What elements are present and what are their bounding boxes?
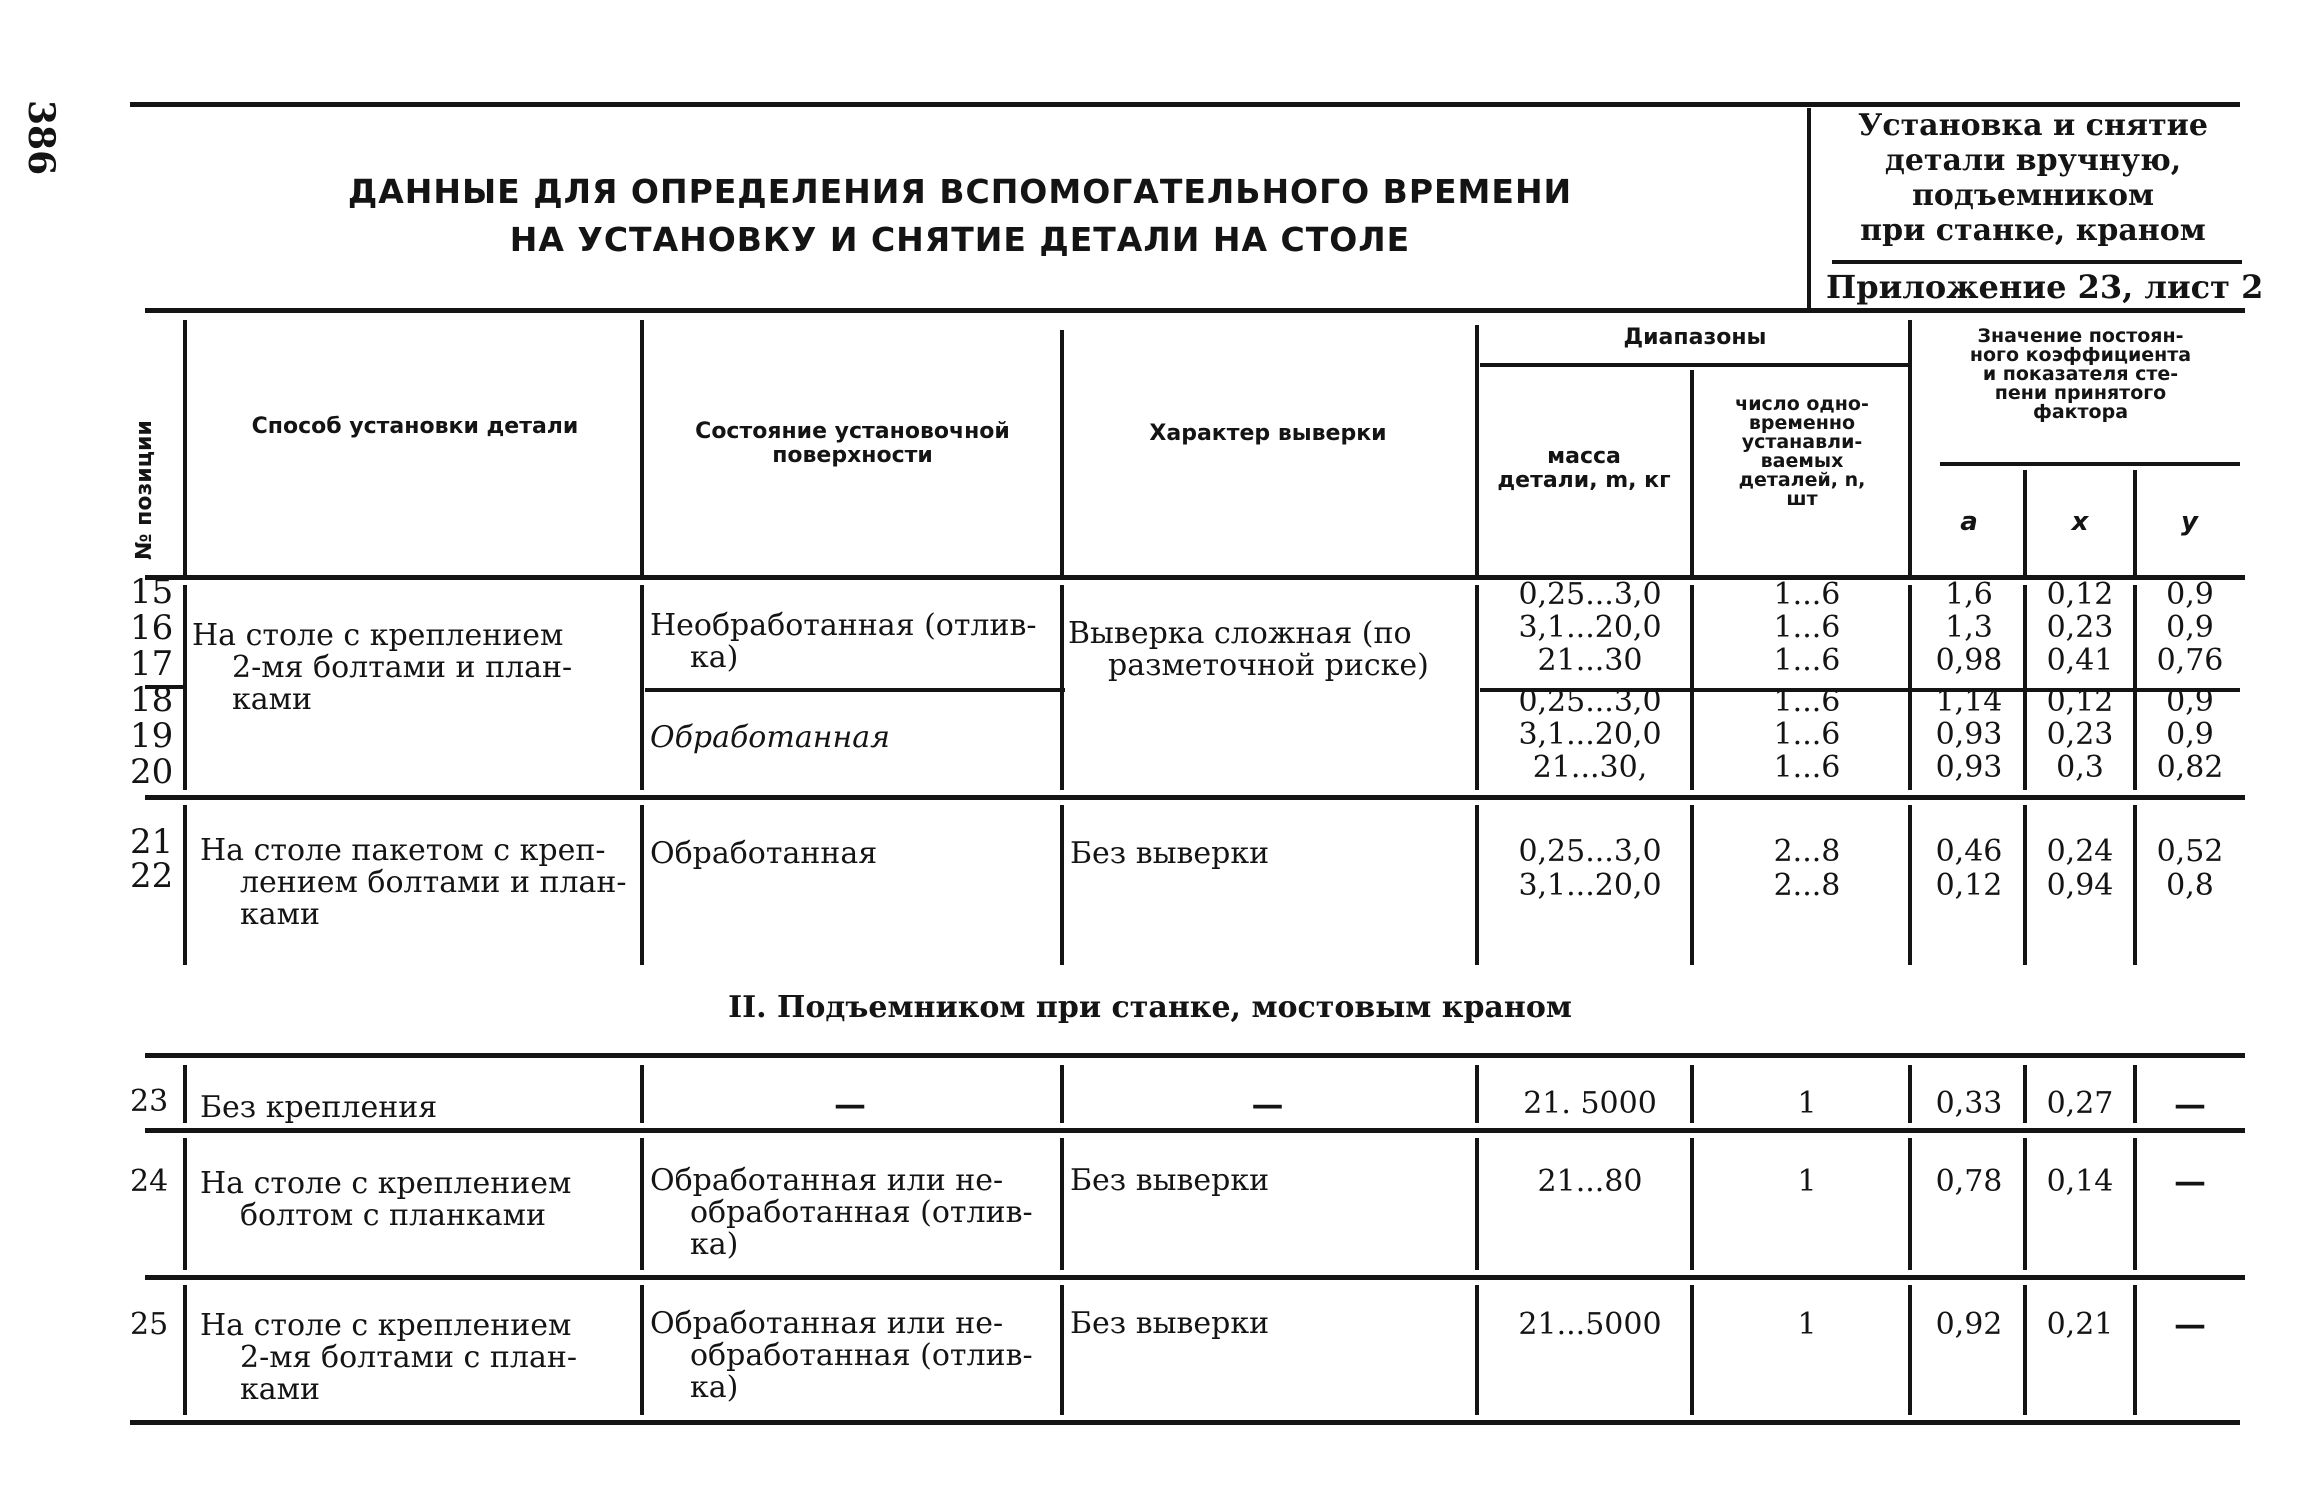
- row24-a: 0,78: [1935, 1164, 2003, 1199]
- header-count-line2: временно: [1748, 412, 1856, 434]
- side-line4: при станке, краном: [1860, 213, 2206, 248]
- block1-method-line2: 2-мя болтами и план-: [232, 650, 573, 685]
- b1-x-5: 0,3: [2056, 750, 2104, 785]
- b1-y-1: 0,9: [2166, 610, 2214, 645]
- b1-a-0: 1,6: [1945, 577, 1993, 612]
- block1-surface-a: [650, 610, 1060, 674]
- vrule-r24-pos: [183, 1138, 187, 1270]
- b1-y-0: 0,9: [2166, 577, 2214, 612]
- row25-method-line2: 2-мя болтами с план-: [240, 1340, 577, 1375]
- vrule-pos: [183, 320, 187, 575]
- header-coef: [1918, 327, 2243, 422]
- b1-count-3: 1...6: [1773, 684, 1841, 719]
- block2-a: [1918, 835, 2020, 903]
- row24-method: [200, 1168, 571, 1232]
- table-top-rule: [145, 308, 2245, 313]
- b2-x-1: 0,94: [2046, 868, 2114, 903]
- vrule-b1-x: [2133, 585, 2137, 790]
- vrule-b1-mass: [1690, 585, 1694, 790]
- header-count-line1: число одно-: [1735, 393, 1869, 415]
- header-position: № позиции: [132, 420, 157, 560]
- b2-a-1: 0,12: [1935, 868, 2003, 903]
- row24-alignment: Без выверки: [1070, 1163, 1270, 1198]
- block1-a: [1918, 578, 2020, 784]
- block2-method-line2: лением болтами и план-: [240, 865, 627, 900]
- header-count-line3: устанавли-: [1741, 431, 1863, 453]
- b2-y-0: 0,52: [2156, 834, 2224, 869]
- vrule-r23-pos: [183, 1065, 187, 1123]
- b1-x-1: 0,23: [2046, 610, 2114, 645]
- vrule-r23-x: [2133, 1065, 2137, 1123]
- header-x: x: [2071, 507, 2089, 537]
- header-count-line4: ваемых: [1760, 450, 1844, 472]
- vrule-b2-alignment: [1475, 805, 1479, 965]
- vrule-alignment: [1475, 325, 1479, 575]
- row23-count: 1: [1797, 1086, 1817, 1121]
- section2-top-rule: [145, 1053, 2245, 1058]
- b1-x-2: 0,41: [2046, 643, 2114, 678]
- vrule-r24-surface: [1060, 1138, 1064, 1270]
- vrule-count: [1908, 320, 1912, 575]
- pos-16: 16: [130, 608, 174, 648]
- row23-pos: 23: [130, 1084, 169, 1119]
- block1-alignment-line1: Выверка сложная (по: [1068, 616, 1412, 651]
- vrule-r23-mass: [1690, 1065, 1694, 1123]
- b1-count-1: 1...6: [1773, 610, 1841, 645]
- row25-surface: [650, 1308, 1033, 1404]
- b1-count-4: 1...6: [1773, 717, 1841, 752]
- vrule-b2-mass: [1690, 805, 1694, 965]
- row25-count: 1: [1797, 1307, 1817, 1342]
- side-line3: подъемником: [1911, 178, 2155, 213]
- header-count-line6: шт: [1786, 488, 1818, 510]
- block1-bottom-rule: [145, 795, 2245, 800]
- block1-method-line3: ками: [232, 682, 312, 717]
- vrule-b2-pos: [183, 805, 187, 965]
- page-number: 386: [20, 100, 62, 176]
- vrule-r23-a: [2023, 1065, 2027, 1123]
- side-box-rule: [1832, 260, 2242, 264]
- top-rule: [130, 102, 2240, 107]
- b2-mass-1: 3,1...20,0: [1518, 868, 1662, 903]
- vrule-b1-pos: [183, 585, 187, 790]
- b1-mass-4: 3,1...20,0: [1518, 717, 1662, 752]
- vrule-surface: [1060, 330, 1064, 575]
- vrule-r25-surface: [1060, 1285, 1064, 1415]
- vrule-r24-method: [640, 1138, 644, 1270]
- header-method: Способ установки детали: [251, 414, 579, 439]
- block1-surface-split: [645, 688, 1065, 692]
- row24-surface-line2: обработанная (отлив-: [690, 1195, 1033, 1230]
- block2-method-line1: На столе пакетом с креп-: [200, 833, 606, 868]
- b1-a-1: 1,3: [1945, 610, 1993, 645]
- b1-y-4: 0,9: [2166, 717, 2214, 752]
- vrule-r25-x: [2133, 1285, 2137, 1415]
- header-mass-line2: детали, m, кг: [1497, 468, 1671, 493]
- block2-x: [2030, 835, 2130, 903]
- vrule-r24-mass: [1690, 1138, 1694, 1270]
- vrule-r25-pos: [183, 1285, 187, 1415]
- vrule-r24-alignment: [1475, 1138, 1479, 1270]
- table-bottom-rule: [130, 1420, 2240, 1425]
- row25-method-line3: ками: [240, 1372, 320, 1407]
- vrule-r24-a: [2023, 1138, 2027, 1270]
- pos-18: 18: [130, 680, 174, 720]
- block1-x: [2030, 578, 2130, 784]
- b2-x-0: 0,24: [2046, 834, 2114, 869]
- row23-surface: —: [834, 1085, 866, 1123]
- side-box: [1818, 108, 2248, 248]
- row24-count: 1: [1797, 1164, 1817, 1199]
- vrule-mass: [1690, 370, 1694, 575]
- b1-mass-3: 0,25...3,0: [1518, 684, 1662, 719]
- vrule-b2-a: [2023, 805, 2027, 965]
- row23-bottom-rule: [145, 1128, 2245, 1133]
- row24-surface-line1: Обработанная или не-: [650, 1163, 1004, 1198]
- block1-count: [1712, 578, 1902, 784]
- header-surface-line1: Состояние установочной: [695, 419, 1010, 444]
- vrule-method: [640, 320, 644, 575]
- row23-y: —: [2174, 1085, 2206, 1123]
- vrule-r24-count: [1908, 1138, 1912, 1270]
- row23-method: Без крепления: [200, 1090, 438, 1125]
- appendix-label: Приложение 23, лист 2: [1826, 268, 2264, 306]
- vrule-b2-surface: [1060, 805, 1064, 965]
- header-coef-line4: пени принятого: [1994, 382, 2167, 404]
- row23-mass: 21. 5000: [1523, 1086, 1657, 1121]
- header-coef-line5: фактора: [2032, 401, 2129, 423]
- header-coef-line2: ного коэффициента: [1969, 344, 2192, 366]
- header-a: a: [1960, 507, 1978, 537]
- pos-22: 22: [130, 856, 174, 896]
- b1-a-4: 0,93: [1935, 717, 2003, 752]
- header-surface-line2: поверхности: [772, 443, 933, 468]
- vrule-b1-surface: [1060, 585, 1064, 790]
- block1-alignment: [1068, 618, 1478, 682]
- b2-count-1: 2...8: [1773, 868, 1841, 903]
- block1-surface-a-line1: Необработанная (отлив-: [650, 608, 1037, 643]
- row25-method: [200, 1310, 577, 1406]
- header-count: [1698, 395, 1906, 509]
- vrule-r25-count: [1908, 1285, 1912, 1415]
- block1-mass: [1495, 578, 1685, 784]
- row24-surface-line3: ка): [690, 1227, 739, 1262]
- row24-mass: 21...80: [1537, 1164, 1643, 1199]
- b1-a-2: 0,98: [1935, 643, 2003, 678]
- b2-count-0: 2...8: [1773, 834, 1841, 869]
- vrule-r24-x: [2133, 1138, 2137, 1270]
- row25-alignment: Без выверки: [1070, 1306, 1270, 1341]
- block1-method-line1: На столе с креплением: [192, 618, 564, 653]
- b1-a-5: 0,93: [1935, 750, 2003, 785]
- vrule-r25-method: [640, 1285, 644, 1415]
- pos-17: 17: [130, 644, 174, 684]
- row24-method-line1: На столе с креплением: [200, 1166, 572, 1201]
- b1-mass-0: 0,25...3,0: [1518, 577, 1662, 612]
- vrule-b1-alignment: [1475, 585, 1479, 790]
- row25-surface-line1: Обработанная или не-: [650, 1306, 1004, 1341]
- b2-a-0: 0,46: [1935, 834, 2003, 869]
- row25-mass: 21...5000: [1518, 1307, 1662, 1342]
- pos-21: 21: [130, 822, 174, 862]
- block2-method: [200, 835, 640, 931]
- b1-count-2: 1...6: [1773, 643, 1841, 678]
- header-y: y: [2181, 507, 2198, 537]
- side-line2: детали вручную,: [1884, 143, 2182, 178]
- vrule-b2-method: [640, 805, 644, 965]
- block2-positions: [130, 822, 180, 896]
- b1-x-4: 0,23: [2046, 717, 2114, 752]
- row24-bottom-rule: [145, 1275, 2245, 1280]
- header-surface: [650, 420, 1055, 468]
- header-mass: [1480, 445, 1688, 493]
- coef-subrule: [1940, 462, 2240, 466]
- b1-x-3: 0,12: [2046, 684, 2114, 719]
- row23-alignment: —: [1251, 1085, 1284, 1123]
- block1-alignment-line2: разметочной риске): [1108, 648, 1429, 683]
- row25-surface-line2: обработанная (отлив-: [690, 1338, 1033, 1373]
- vrule-b1-a: [2023, 585, 2027, 790]
- ranges-subrule: [1480, 363, 1912, 367]
- block1-positions: [130, 574, 180, 790]
- block2-surface: Обработанная: [650, 836, 878, 871]
- row24-surface: [650, 1165, 1033, 1261]
- row23-x: 0,27: [2046, 1086, 2114, 1121]
- row25-method-line1: На столе с креплением: [200, 1308, 572, 1343]
- header-coef-line1: Значение постоян-: [1977, 325, 2184, 347]
- vrule-r25-a: [2023, 1285, 2027, 1415]
- block2-alignment: Без выверки: [1070, 836, 1270, 871]
- row24-method-line2: болтом с планками: [240, 1198, 546, 1233]
- b1-mass-1: 3,1...20,0: [1518, 610, 1662, 645]
- pos-15: 15: [130, 572, 174, 612]
- row24-y: —: [2174, 1162, 2206, 1200]
- block2-mass: [1495, 835, 1685, 903]
- vrule-b2-count: [1908, 805, 1912, 965]
- block2-method-line3: ками: [240, 897, 320, 932]
- b1-x-0: 0,12: [2046, 577, 2114, 612]
- b1-count-5: 1...6: [1773, 750, 1841, 785]
- header-count-line5: деталей, n,: [1738, 469, 1866, 491]
- pos-20: 20: [130, 752, 174, 792]
- b2-mass-0: 0,25...3,0: [1518, 834, 1662, 869]
- row25-a: 0,92: [1935, 1307, 2003, 1342]
- block1-y: [2140, 578, 2240, 784]
- block2-count: [1712, 835, 1902, 903]
- row24-x: 0,14: [2046, 1164, 2114, 1199]
- block1-surface-b: Обработанная: [650, 720, 890, 755]
- block1-surface-a-line2: ка): [690, 640, 739, 675]
- b1-a-3: 1,14: [1935, 684, 2003, 719]
- row25-x: 0,21: [2046, 1307, 2114, 1342]
- section2-title: II. Подъемником при станке, мостовым краном: [728, 990, 1572, 1025]
- b1-mass-2: 21...30: [1537, 643, 1643, 678]
- header-alignment: Характер выверки: [1149, 421, 1387, 446]
- vrule-b2-x: [2133, 805, 2137, 965]
- row23-a: 0,33: [1935, 1086, 2003, 1121]
- block2-y: [2140, 835, 2240, 903]
- title-line1: ДАННЫЕ ДЛЯ ОПРЕДЕЛЕНИЯ ВСПОМОГАТЕЛЬНОГО ВРЕМЕНИ: [347, 172, 1573, 211]
- page-title: [300, 168, 1620, 264]
- vrule-b1-method: [640, 585, 644, 790]
- pos-19: 19: [130, 716, 174, 756]
- vrule-r25-mass: [1690, 1285, 1694, 1415]
- b2-y-1: 0,8: [2166, 868, 2214, 903]
- b1-y-2: 0,76: [2156, 643, 2224, 678]
- row24-pos: 24: [130, 1164, 169, 1199]
- vrule-r23-alignment: [1475, 1065, 1479, 1123]
- b1-y-5: 0,82: [2156, 750, 2224, 785]
- b1-mass-5: 21...30,: [1532, 750, 1648, 785]
- row25-pos: 25: [130, 1307, 169, 1342]
- row25-surface-line3: ка): [690, 1370, 739, 1405]
- vrule-b1-count: [1908, 585, 1912, 790]
- row25-y: —: [2174, 1305, 2206, 1343]
- b1-y-3: 0,9: [2166, 684, 2214, 719]
- b1-count-0: 1...6: [1773, 577, 1841, 612]
- header-coef-line3: и показателя сте-: [1982, 363, 2179, 385]
- title-line2: НА УСТАНОВКУ И СНЯТИЕ ДЕТАЛИ НА СТОЛЕ: [509, 220, 1411, 259]
- side-line1: Установка и снятие: [1857, 108, 2208, 143]
- side-box-divider: [1807, 108, 1811, 308]
- block1-method: [192, 620, 632, 716]
- vrule-r23-count: [1908, 1065, 1912, 1123]
- header-ranges: Диапазоны: [1623, 325, 1767, 350]
- vrule-r25-alignment: [1475, 1285, 1479, 1415]
- header-mass-line1: масса: [1547, 444, 1621, 469]
